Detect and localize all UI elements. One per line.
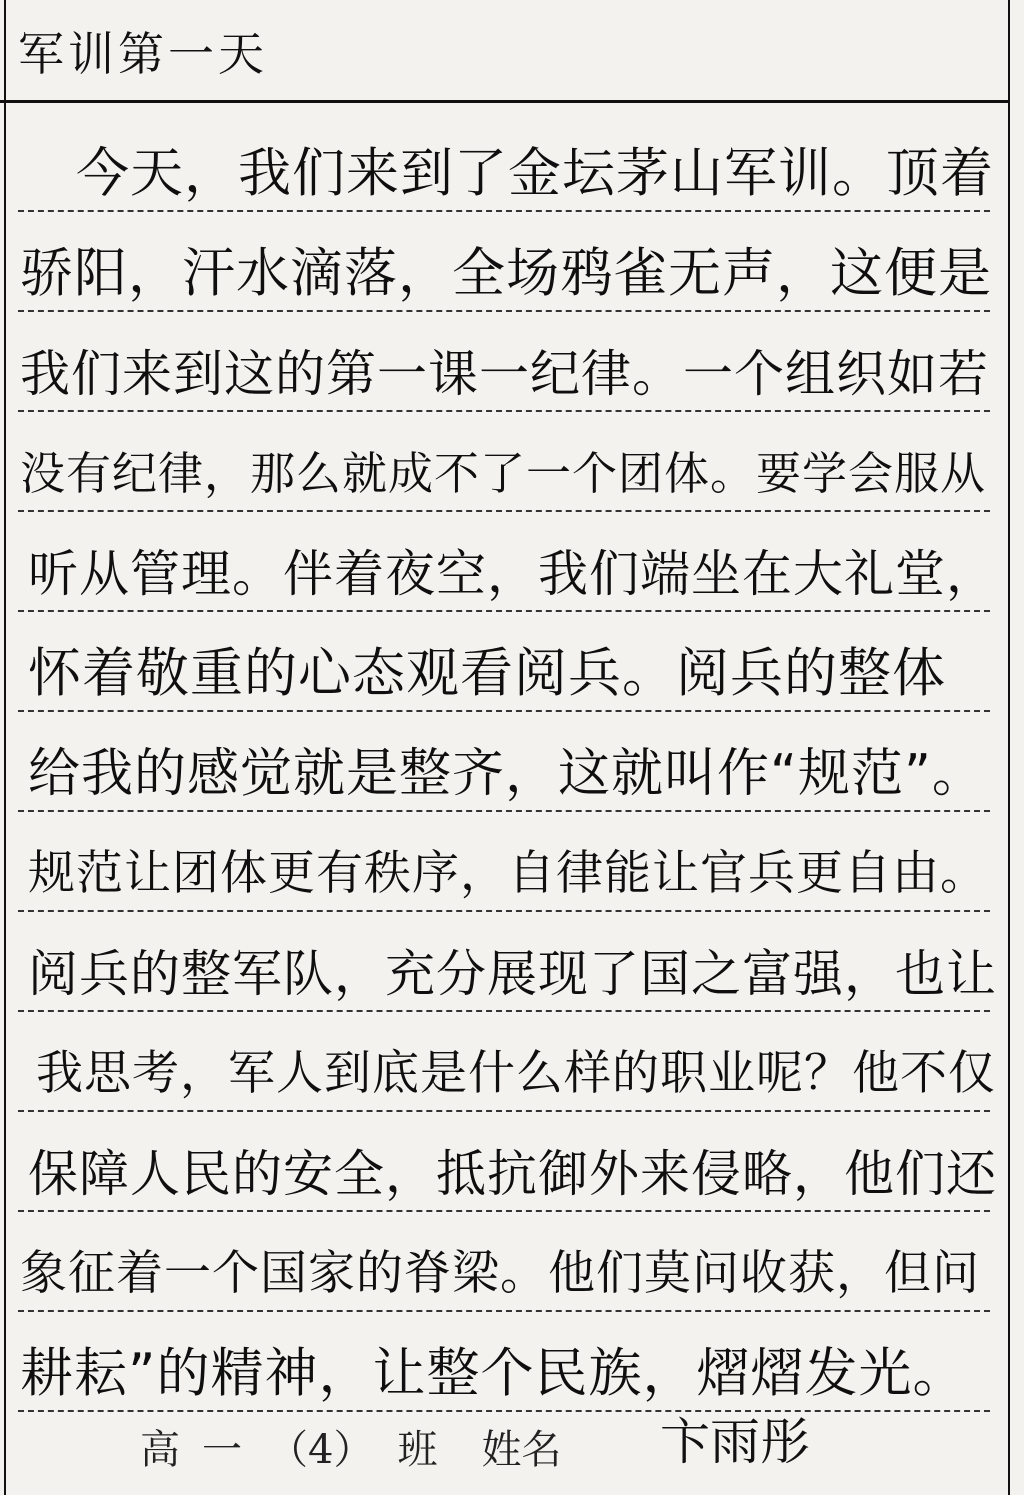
line-text: 听从管理。伴着夜空，我们端坐在大礼堂，	[28, 545, 997, 603]
text-line	[8, 1212, 1008, 1312]
text-line	[8, 1012, 1008, 1112]
text-line	[8, 1112, 1008, 1212]
title-divider	[0, 100, 1010, 103]
text-line	[8, 512, 1008, 612]
class-number: （4）	[268, 1427, 374, 1473]
line-text: 今天，我们来到了金坛茅山军训。顶着	[76, 143, 994, 204]
text-line	[8, 912, 1008, 1012]
text-line	[8, 712, 1008, 812]
grade-label: 高一	[140, 1427, 264, 1473]
page-title: 军训第一天	[18, 27, 268, 81]
line-text: 阅兵的整军队，充分展现了国之富强，也让	[28, 945, 997, 1003]
line-text: 给我的感觉就是整齐，这就叫作“规范”。	[28, 744, 985, 804]
line-text: 怀着敬重的心态观看阅兵。阅兵的整体	[28, 643, 946, 704]
line-text: 骄阳，汗水滴落，全场鸦雀无声，这便是	[20, 243, 992, 304]
dashed-rule	[18, 1410, 990, 1412]
text-line	[8, 612, 1008, 712]
text-line	[8, 212, 1008, 312]
text-line	[8, 312, 1008, 412]
text-line	[8, 812, 1008, 912]
line-text: 没有纪律，那么就成不了一个团体。要学会服从	[20, 447, 987, 500]
line-text: 我思考，军人到底是什么样的职业呢？他不仅	[36, 1046, 996, 1101]
class-info	[140, 1418, 561, 1475]
name-label: 姓名	[481, 1427, 562, 1473]
line-text: 规范让团体更有秩序，自律能让官兵更自由。	[28, 846, 988, 901]
student-signature: 卞雨彤	[660, 1413, 810, 1471]
text-line	[8, 412, 1008, 512]
line-text: 保障人民的安全，抵抗御外来侵略，他们还	[28, 1145, 997, 1203]
text-line	[8, 112, 1008, 212]
class-label: 班	[397, 1427, 438, 1473]
line-text: 象征着一个国家的脊梁。他们莫问收获，但问	[20, 1246, 980, 1301]
line-text: 耕耘”的精神，让整个民族，熠熠发光。	[20, 1343, 967, 1404]
left-margin-border	[4, 0, 6, 1495]
right-margin-border	[1008, 0, 1010, 1495]
text-line	[8, 1312, 1008, 1412]
line-text: 我们来到这的第一课一纪律。一个组织如若	[20, 345, 989, 403]
